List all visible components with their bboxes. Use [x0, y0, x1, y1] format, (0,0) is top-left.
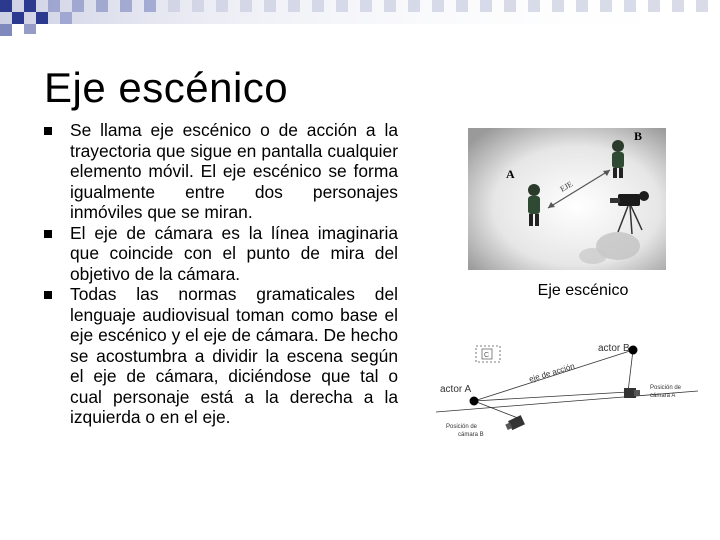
square-bullet-icon	[44, 127, 52, 135]
bullet-item	[44, 284, 398, 428]
diagram-camera-b-line2: cámara B	[458, 432, 484, 438]
camera-b-icon	[504, 415, 525, 432]
diagram-axis-label: eje de acción	[527, 361, 576, 384]
diagram-camera-b-line1: Posición de	[446, 424, 478, 430]
diagram-actor-b: actor B	[598, 343, 630, 354]
bullet-item	[44, 223, 398, 285]
image-caption: Eje escénico	[537, 282, 629, 299]
slide-title: Eje escénico	[44, 64, 289, 111]
bullet-text: Se llama eje escénico o de acción a la trayectoria que sigue en pantalla cualquier elemento móvil. El eje escénico se forma igualmente entre dos personajes inmóviles que se miran.	[70, 120, 398, 222]
square-bullet-icon	[44, 291, 52, 299]
bullet-text: Todas las normas gramaticales del lenguaje audiovisual toman como base el eje escénico y el eje de cámara. De hecho se acostumbra a dividir la escena según el eje de cámara, diciéndose que tal o cual personaje está a la derecha a la izquierda o en el eje.	[70, 284, 398, 427]
photo-label-a: A	[506, 167, 515, 181]
bullet-item	[44, 120, 398, 223]
bullet-list	[44, 120, 398, 428]
camera-a-icon	[624, 388, 640, 398]
photo-label-b: B	[634, 129, 643, 143]
diagram-camera-a-line2: cámara A	[650, 393, 676, 399]
corner-decoration	[0, 0, 720, 40]
actor-a-dot	[470, 397, 479, 406]
bullet-text: El eje de cámara es la línea imaginaria que coincide con el punto de mira del objetivo de la cámara.	[70, 222, 398, 284]
square-bullet-icon	[44, 230, 52, 238]
scenic-axis-illustration	[468, 128, 666, 270]
diagram-actor-a: actor A	[440, 384, 472, 395]
diagram-camera-a-line1: Posición de	[650, 385, 682, 391]
scenic-axis-diagram	[428, 336, 704, 444]
actor-b-dot	[629, 346, 638, 355]
photo-axis-label: EJE	[558, 179, 575, 194]
diagram-box-label: C	[484, 352, 490, 359]
